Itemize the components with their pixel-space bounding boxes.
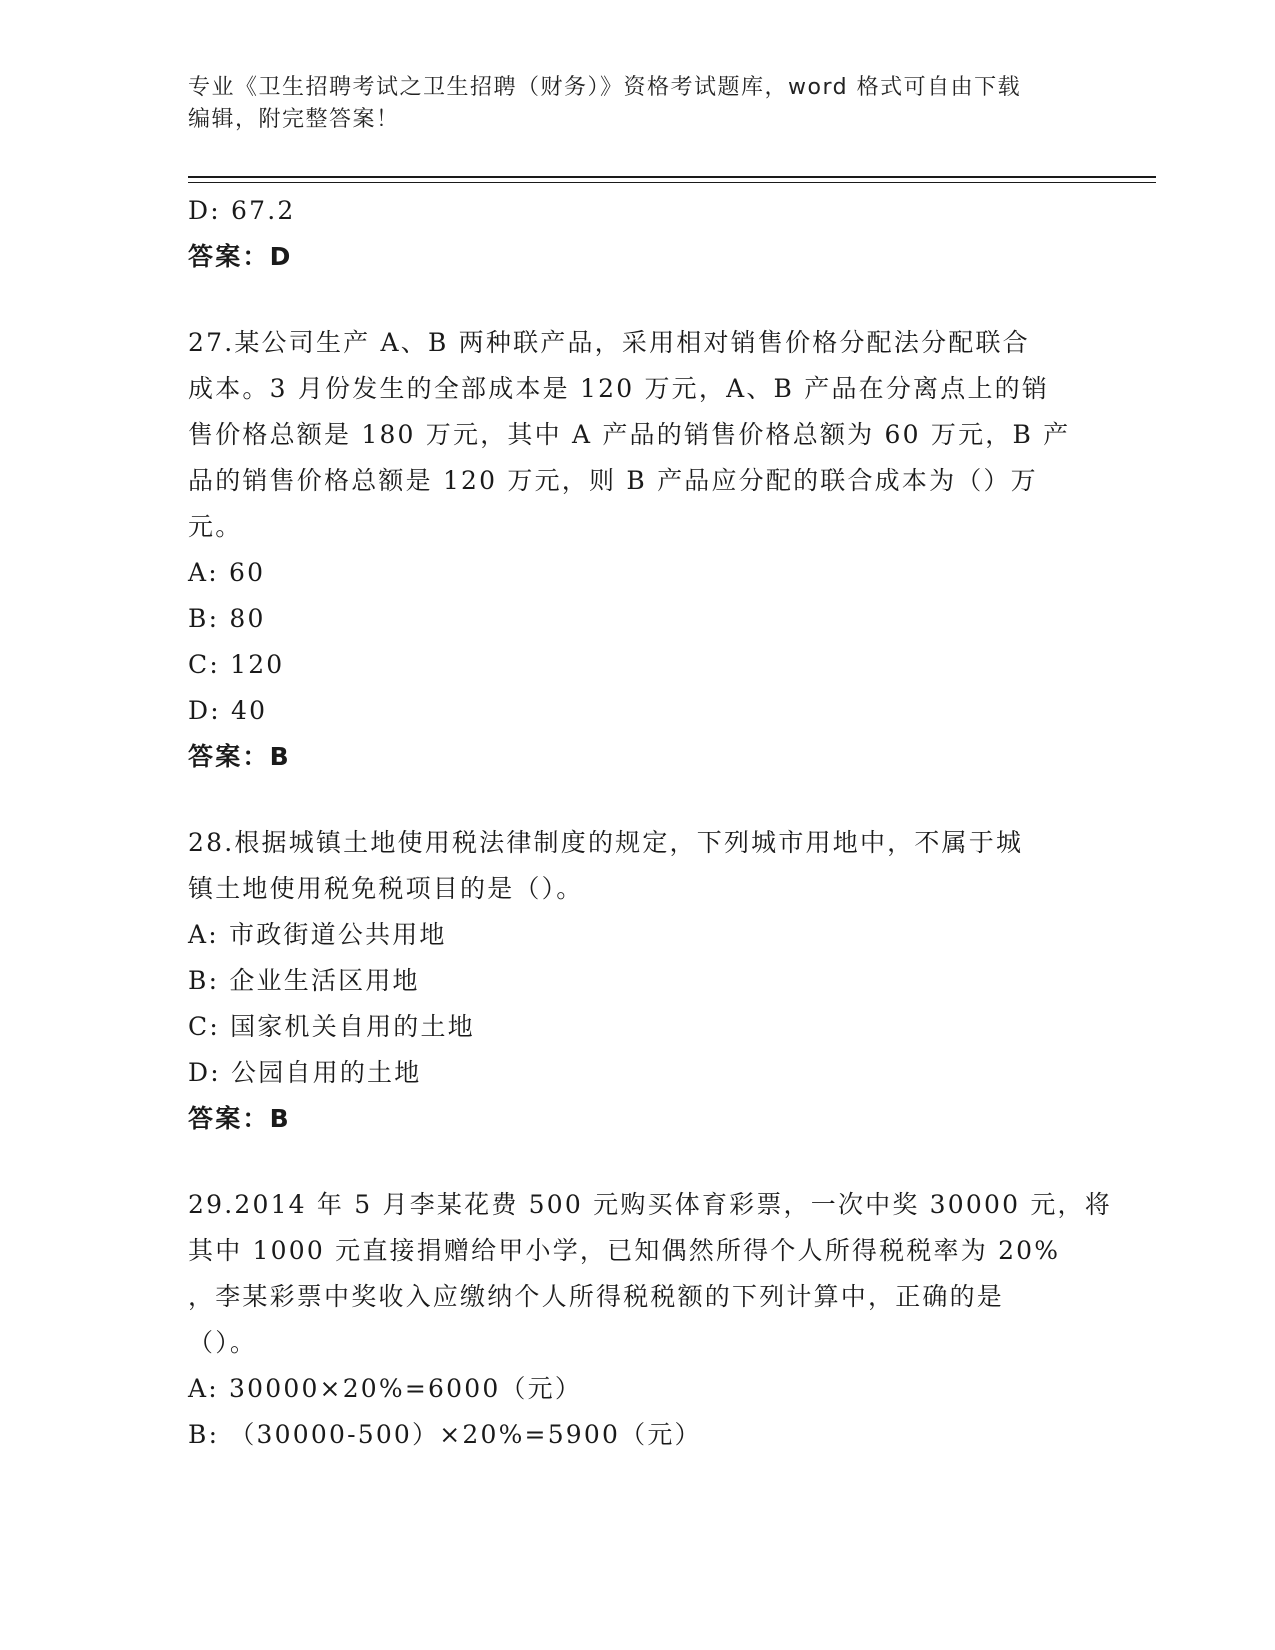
header-line-1: 专业《卫生招聘考试之卫生招聘（财务）》资格考试题库，word 格式可自由下载	[188, 75, 1022, 100]
option-b: B: 企业生活区用地	[188, 966, 420, 995]
document-body	[188, 188, 1112, 1458]
question-stem-line: 元。	[188, 512, 243, 541]
spacer	[188, 1142, 1078, 1182]
header-rule-thin	[188, 182, 1156, 183]
answer: 答案：B	[188, 742, 291, 771]
question-stem-line: （）。	[188, 1328, 258, 1357]
option-d: D: 40	[188, 696, 268, 725]
answer: 答案：B	[188, 1104, 291, 1133]
question-29	[188, 1182, 1112, 1458]
option-a: A: 市政街道公共用地	[188, 920, 447, 949]
question-stem-line: 28.根据城镇土地使用税法律制度的规定，下列城市用地中，不属于城	[188, 828, 1024, 857]
header-line-2: 编辑，附完整答案！	[188, 107, 400, 132]
option-a: A: 30000×20%=6000（元）	[188, 1374, 583, 1403]
question-stem-line: 29.2014 年 5 月李某花费 500 元购买体育彩票，一次中奖 30000 元，将	[188, 1190, 1112, 1219]
option-c: C: 120	[188, 650, 285, 679]
spacer	[188, 280, 1078, 320]
question-stem-line: 品的销售价格总额是 120 万元，则 B 产品应分配的联合成本为（）万	[188, 466, 1038, 495]
question-stem-line: ，李某彩票中奖收入应缴纳个人所得税税额的下列计算中，正确的是	[188, 1282, 1005, 1311]
question-stem-line: 27.某公司生产 A、B 两种联产品，采用相对销售价格分配法分配联合	[188, 328, 1030, 357]
question-stem-line: 镇土地使用税免税项目的是（）。	[188, 874, 584, 903]
document-header	[188, 72, 1078, 136]
option-b: B: 80	[188, 604, 266, 633]
option-c: C: 国家机关自用的土地	[188, 1012, 475, 1041]
answer: 答案：D	[188, 242, 293, 271]
option-b: B: （30000-500）×20%=5900（元）	[188, 1420, 702, 1449]
header-rule-thick	[188, 176, 1156, 178]
option-a: A: 60	[188, 558, 266, 587]
question-stem-line: 其中 1000 元直接捐赠给甲小学，已知偶然所得个人所得税税率为 20%	[188, 1236, 1061, 1265]
option-d: D: 公园自用的土地	[188, 1058, 422, 1087]
option-d: D: 67.2	[188, 196, 296, 225]
question-stem-line: 售价格总额是 180 万元，其中 A 产品的销售价格总额为 60 万元，B 产	[188, 420, 1071, 449]
question-27	[188, 320, 1078, 780]
question-28	[188, 820, 1078, 1142]
question-stem-line: 成本。3 月份发生的全部成本是 120 万元，A、B 产品在分离点上的销	[188, 374, 1050, 403]
spacer	[188, 780, 1078, 820]
